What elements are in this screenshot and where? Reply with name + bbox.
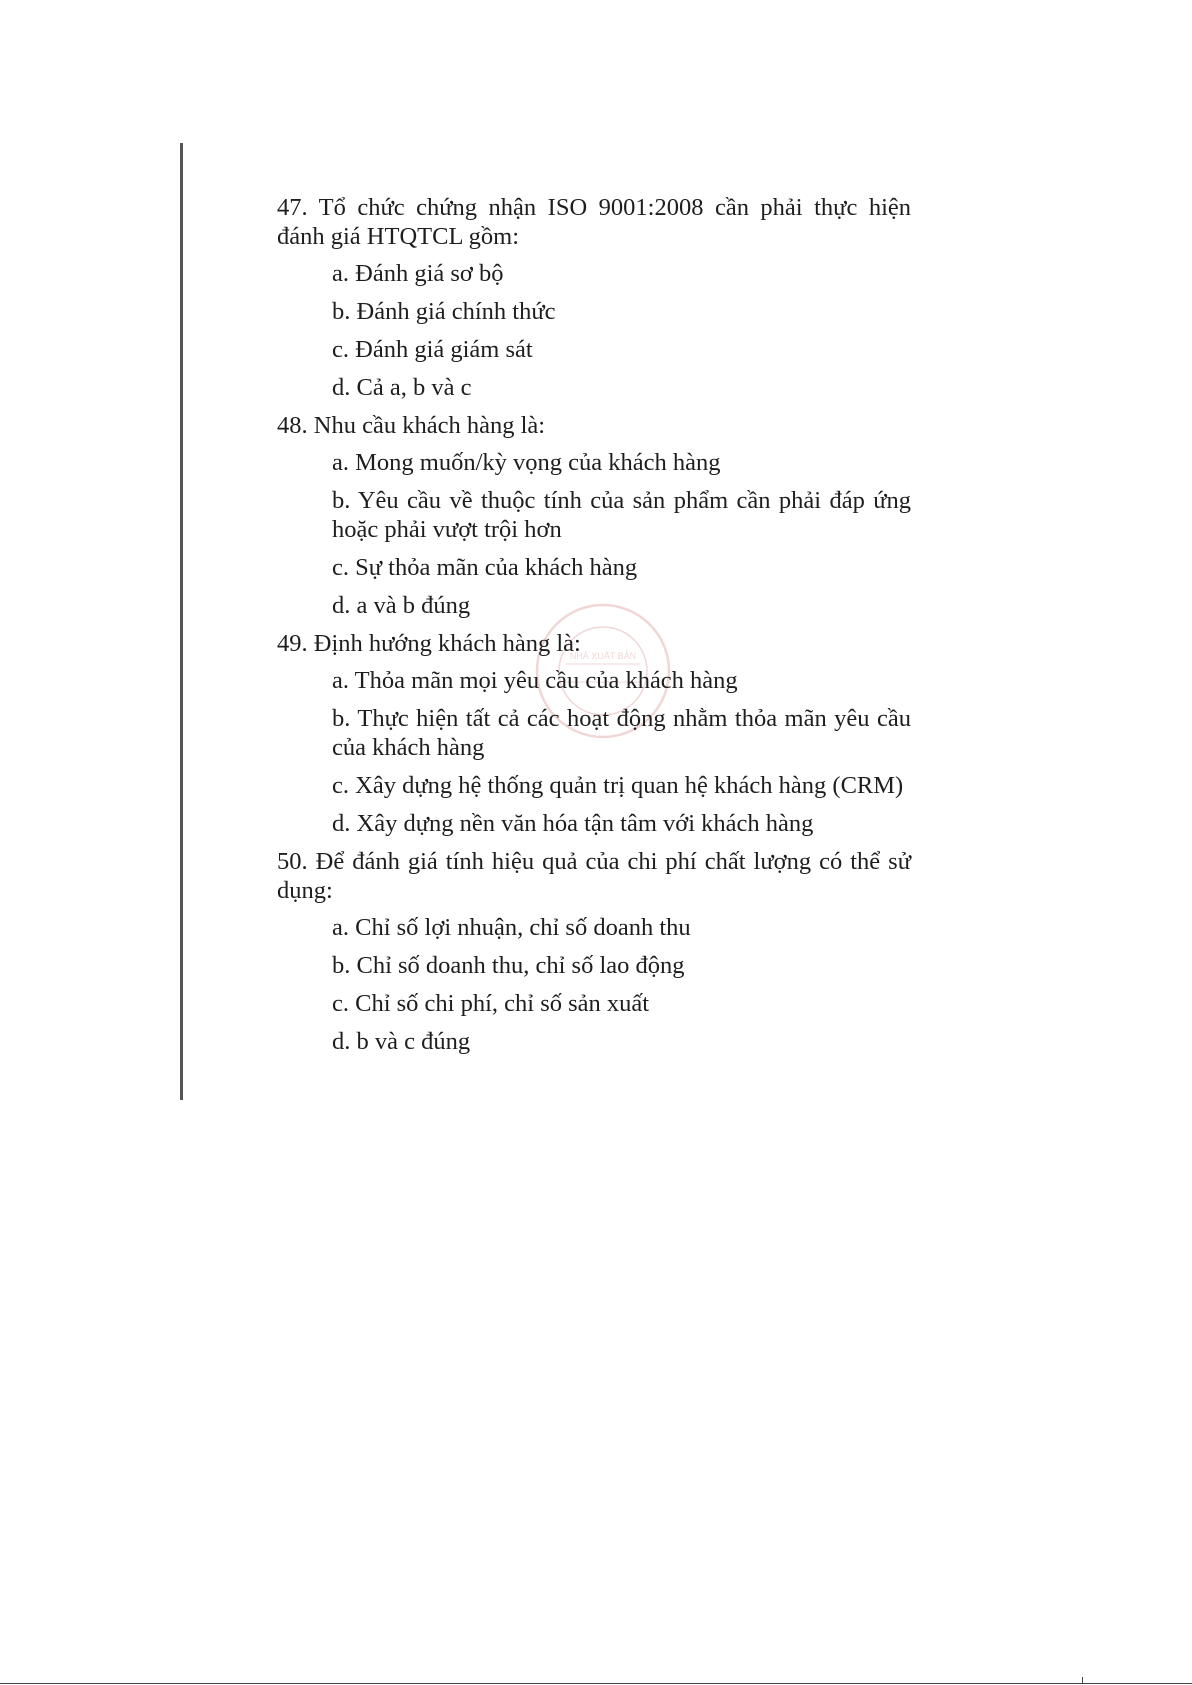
question-text: 49. Định hướng khách hàng là:: [277, 630, 581, 657]
bottom-rule: [0, 1683, 1192, 1684]
answer-option: b. Yêu cầu về thuộc tính của sản phẩm cần phải đáp ứng hoặc phải vượt trội hơn: [332, 487, 911, 543]
answer-option: c. Đánh giá giám sát: [332, 336, 533, 363]
question-block: [277, 847, 911, 1065]
answer-option: d. b và c đúng: [332, 1028, 471, 1055]
left-margin-rule: [180, 143, 183, 1100]
stamp-label: NHÀ XUẤT BẢN: [569, 651, 637, 661]
question-text: 50. Để đánh giá tính hiệu quả của chi phí chất lượng có thể sử dụng:: [277, 848, 911, 904]
question-text: 47. Tổ chức chứng nhận ISO 9001:2008 cần phải thực hiện đánh giá HTQTCL gồm:: [277, 194, 911, 250]
answer-option: c. Sự thỏa mãn của khách hàng: [332, 554, 638, 581]
question-block: [277, 193, 911, 411]
answer-option: a. Đánh giá sơ bộ: [332, 260, 504, 287]
answer-option: b. Đánh giá chính thức: [332, 298, 556, 325]
answer-option: b. Thực hiện tất cả các hoạt động nhằm thỏa mãn yêu cầu của khách hàng: [332, 705, 911, 761]
question-block: [277, 629, 911, 847]
answer-option: d. a và b đúng: [332, 592, 471, 619]
answer-option: a. Mong muốn/kỳ vọng của khách hàng: [332, 449, 721, 476]
answer-option: d. Xây dựng nền văn hóa tận tâm với khách hàng: [332, 810, 814, 837]
answer-option: c. Xây dựng hệ thống quản trị quan hệ khách hàng (CRM): [332, 772, 904, 799]
question-block: [277, 411, 911, 629]
answer-option: d. Cả a, b và c: [332, 374, 472, 401]
question-text: 48. Nhu cầu khách hàng là:: [277, 412, 546, 439]
answer-option: a. Thỏa mãn mọi yêu cầu của khách hàng: [332, 667, 738, 694]
question-list: [277, 193, 911, 1065]
answer-option: c. Chỉ số chi phí, chỉ số sản xuất: [332, 990, 650, 1017]
answer-option: b. Chỉ số doanh thu, chỉ số lao động: [332, 952, 685, 979]
bottom-tick: [1082, 1677, 1083, 1684]
answer-option: a. Chỉ số lợi nhuận, chỉ số doanh thu: [332, 914, 691, 941]
